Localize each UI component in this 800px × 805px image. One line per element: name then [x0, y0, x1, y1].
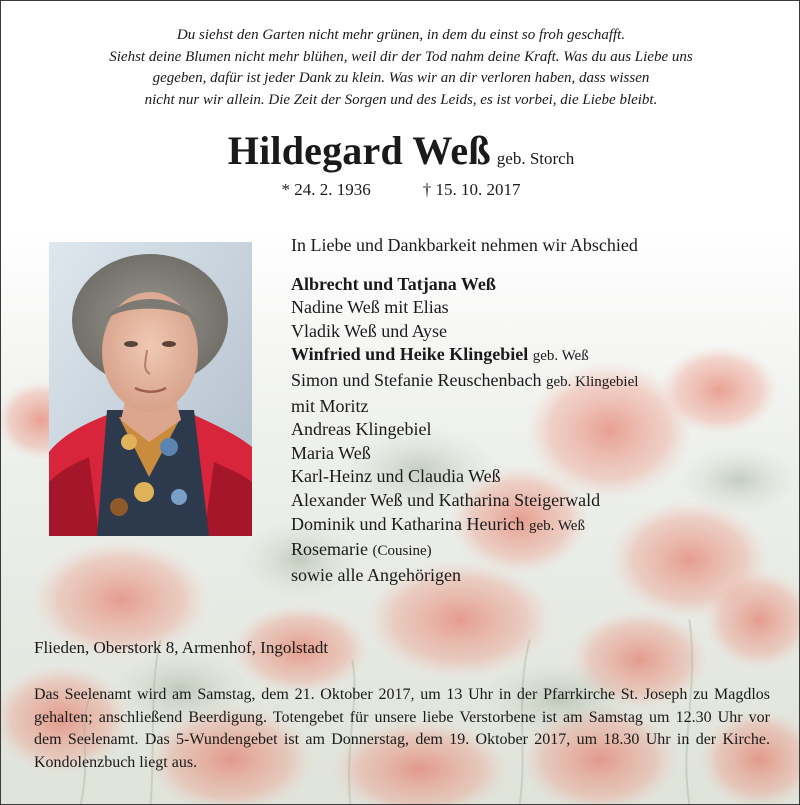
- member-name: Nadine Weß mit Elias: [291, 297, 449, 318]
- poem-line: nicht nur wir allein. Die Zeit der Sorgen und des Leids, es ist vorbei, die Liebe bleibt.: [144, 91, 658, 108]
- family-member: [291, 369, 761, 395]
- family-member: [291, 489, 761, 513]
- deceased-name: Hildegard Weß: [227, 128, 491, 173]
- member-suffix: geb. Weß: [528, 517, 585, 534]
- member-name: Dominik und Katharina Heurich: [291, 513, 525, 534]
- family-intro: In Liebe und Dankbarkeit nehmen wir Abschied: [291, 235, 638, 255]
- memorial-poem: [41, 25, 761, 111]
- birth-date: * 24. 2. 1936: [281, 180, 371, 199]
- member-name: Maria Weß: [291, 442, 371, 463]
- family-list: [291, 234, 761, 587]
- funeral-notice: Das Seelenamt wird am Samstag, dem 21. Oktober 2017, um 13 Uhr in der Pfarrkirche St. Joseph zu Magdlos gehalten; anschließend Beerdigung. Totengebet für unsere liebe Verstorbene ist am Samstag um 12.30 Uhr vor dem Seelenamt. Das 5-Wundengebet ist am Donnerstag, dem 19. Oktober 2017, um 18.30 Uhr in der Kirche. Kondolenzbuch liegt aus.: [34, 686, 770, 771]
- residence-places: Flieden, Oberstork 8, Armenhof, Ingolstadt: [34, 638, 329, 657]
- family-member: [291, 465, 761, 489]
- life-dates: [1, 180, 800, 200]
- poem-line: Siehst deine Blumen nicht mehr blühen, weil dir der Tod nahm deine Kraft. Was du aus Liebe uns: [109, 48, 693, 65]
- member-name: sowie alle Angehörigen: [291, 564, 461, 585]
- deceased-name-line: [1, 127, 800, 174]
- death-date: † 15. 10. 2017: [422, 180, 521, 199]
- member-name: Rosemarie: [291, 539, 368, 560]
- member-name: Simon und Stefanie Reuschenbach: [291, 369, 542, 390]
- member-name: Alexander Weß und Katharina Steigerwald: [291, 489, 601, 510]
- family-member: [291, 442, 761, 466]
- family-member: [291, 538, 761, 564]
- family-member: [291, 296, 761, 320]
- poem-line: gegeben, dafür ist jeder Dank zu klein. Was wir an dir verloren haben, dass wissen: [152, 70, 650, 86]
- family-member: [291, 564, 761, 588]
- member-suffix: geb. Klingebiel: [545, 373, 639, 390]
- member-name: Karl-Heinz und Claudia Weß: [291, 466, 501, 487]
- family-member: [291, 395, 761, 419]
- member-name: Albrecht und Tatjana Weß: [291, 273, 496, 294]
- family-member: [291, 513, 761, 539]
- family-member: [291, 418, 761, 442]
- member-suffix: geb. Weß: [532, 348, 589, 365]
- family-member: [291, 343, 761, 369]
- family-member: [291, 320, 761, 344]
- member-name: mit Moritz: [291, 395, 369, 416]
- member-name: Vladik Weß und Ayse: [291, 320, 448, 341]
- portrait-photo: [49, 242, 252, 536]
- birth-name: geb. Storch: [496, 149, 575, 168]
- member-name: Winfried und Heike Klingebiel: [291, 344, 529, 365]
- family-member: [291, 273, 761, 297]
- member-suffix: (Cousine): [372, 543, 432, 560]
- poem-line: Du siehst den Garten nicht mehr grünen, in dem du einst so froh geschafft.: [176, 27, 626, 43]
- portrait-image: [49, 242, 252, 536]
- member-name: Andreas Klingebiel: [291, 419, 432, 440]
